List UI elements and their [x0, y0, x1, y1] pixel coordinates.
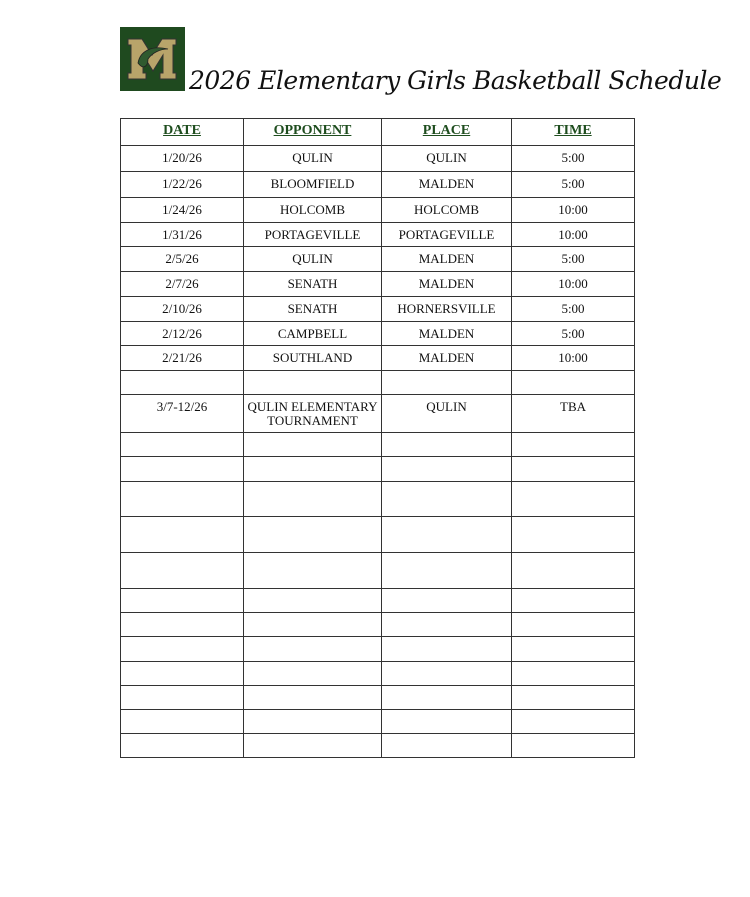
cell-time	[512, 734, 635, 758]
cell-place	[382, 637, 512, 662]
cell-date	[121, 686, 244, 710]
cell-opponent: QULIN	[244, 146, 382, 172]
cell-date: 2/5/26	[121, 247, 244, 272]
cell-place: MALDEN	[382, 272, 512, 297]
cell-date	[121, 637, 244, 662]
cell-place	[382, 710, 512, 734]
page-title: 2026 Elementary Girls Basketball Schedule	[189, 66, 722, 95]
cell-place	[382, 553, 512, 589]
cell-time	[512, 457, 635, 482]
cell-date: 1/24/26	[121, 198, 244, 223]
table-row	[121, 589, 635, 613]
cell-opponent	[244, 662, 382, 686]
cell-date: 2/10/26	[121, 297, 244, 322]
table-row	[121, 172, 635, 198]
cell-opponent	[244, 517, 382, 553]
cell-opponent	[244, 589, 382, 613]
cell-opponent	[244, 686, 382, 710]
cell-time	[512, 553, 635, 589]
cell-place: MALDEN	[382, 172, 512, 198]
cell-time	[512, 517, 635, 553]
cell-time	[512, 613, 635, 637]
cell-time	[512, 589, 635, 613]
cell-date	[121, 482, 244, 517]
cell-place: QULIN	[382, 146, 512, 172]
cell-opponent: QULIN	[244, 247, 382, 272]
cell-date	[121, 371, 244, 395]
table-row	[121, 457, 635, 482]
cell-opponent	[244, 553, 382, 589]
cell-time	[512, 371, 635, 395]
cell-place: HOLCOMB	[382, 198, 512, 223]
cell-time: 10:00	[512, 346, 635, 371]
cell-opponent: SENATH	[244, 297, 382, 322]
table-row	[121, 553, 635, 589]
column-header-place: PLACE	[382, 119, 512, 146]
cell-place	[382, 371, 512, 395]
table-row	[121, 346, 635, 371]
cell-place	[382, 482, 512, 517]
table-row	[121, 734, 635, 758]
cell-opponent: SOUTHLAND	[244, 346, 382, 371]
cell-opponent: HOLCOMB	[244, 198, 382, 223]
table-row	[121, 433, 635, 457]
table-row	[121, 223, 635, 247]
cell-opponent	[244, 433, 382, 457]
table-row	[121, 637, 635, 662]
cell-date	[121, 662, 244, 686]
cell-time: 5:00	[512, 172, 635, 198]
cell-place: MALDEN	[382, 322, 512, 346]
cell-opponent: BLOOMFIELD	[244, 172, 382, 198]
cell-date: 1/20/26	[121, 146, 244, 172]
cell-opponent	[244, 637, 382, 662]
cell-time: 5:00	[512, 247, 635, 272]
table-row	[121, 517, 635, 553]
cell-place: HORNERSVILLE	[382, 297, 512, 322]
table-row	[121, 613, 635, 637]
cell-date	[121, 457, 244, 482]
cell-opponent: SENATH	[244, 272, 382, 297]
cell-time: 5:00	[512, 297, 635, 322]
table-row	[121, 710, 635, 734]
cell-time	[512, 686, 635, 710]
cell-opponent	[244, 734, 382, 758]
cell-date: 2/12/26	[121, 322, 244, 346]
cell-date: 3/7-12/26	[121, 395, 244, 433]
cell-opponent	[244, 710, 382, 734]
cell-place: PORTAGEVILLE	[382, 223, 512, 247]
schedule-table	[120, 118, 635, 758]
cell-opponent: PORTAGEVILLE	[244, 223, 382, 247]
table-row	[121, 297, 635, 322]
cell-date	[121, 433, 244, 457]
table-row	[121, 198, 635, 223]
cell-opponent	[244, 457, 382, 482]
cell-date: 1/22/26	[121, 172, 244, 198]
cell-opponent: QULIN ELEMENTARY TOURNAMENT	[244, 395, 382, 433]
cell-place	[382, 613, 512, 637]
cell-place: MALDEN	[382, 247, 512, 272]
cell-time	[512, 482, 635, 517]
cell-time: 5:00	[512, 322, 635, 346]
table-row	[121, 371, 635, 395]
cell-time: TBA	[512, 395, 635, 433]
cell-place: MALDEN	[382, 346, 512, 371]
cell-place	[382, 734, 512, 758]
cell-time	[512, 637, 635, 662]
cell-place	[382, 589, 512, 613]
school-logo	[120, 27, 185, 91]
cell-place	[382, 686, 512, 710]
table-row	[121, 146, 635, 172]
cell-place	[382, 433, 512, 457]
cell-date	[121, 613, 244, 637]
cell-place	[382, 517, 512, 553]
cell-date: 2/21/26	[121, 346, 244, 371]
cell-date	[121, 589, 244, 613]
table-row	[121, 662, 635, 686]
cell-place: QULIN	[382, 395, 512, 433]
cell-opponent: CAMPBELL	[244, 322, 382, 346]
cell-time: 10:00	[512, 272, 635, 297]
cell-date	[121, 710, 244, 734]
table-row	[121, 322, 635, 346]
cell-opponent	[244, 613, 382, 637]
cell-opponent	[244, 371, 382, 395]
cell-place	[382, 457, 512, 482]
cell-time: 10:00	[512, 223, 635, 247]
cell-time: 10:00	[512, 198, 635, 223]
column-header-time: TIME	[512, 119, 635, 146]
table-row	[121, 272, 635, 297]
cell-time: 5:00	[512, 146, 635, 172]
column-header-date: DATE	[121, 119, 244, 146]
cell-time	[512, 710, 635, 734]
table-row	[121, 395, 635, 433]
cell-date: 2/7/26	[121, 272, 244, 297]
cell-opponent	[244, 482, 382, 517]
table-row	[121, 247, 635, 272]
cell-time	[512, 662, 635, 686]
cell-place	[382, 662, 512, 686]
cell-date	[121, 553, 244, 589]
cell-date	[121, 517, 244, 553]
table-row	[121, 686, 635, 710]
cell-date: 1/31/26	[121, 223, 244, 247]
table-row	[121, 482, 635, 517]
cell-time	[512, 433, 635, 457]
cell-date	[121, 734, 244, 758]
column-header-opponent: OPPONENT	[244, 119, 382, 146]
